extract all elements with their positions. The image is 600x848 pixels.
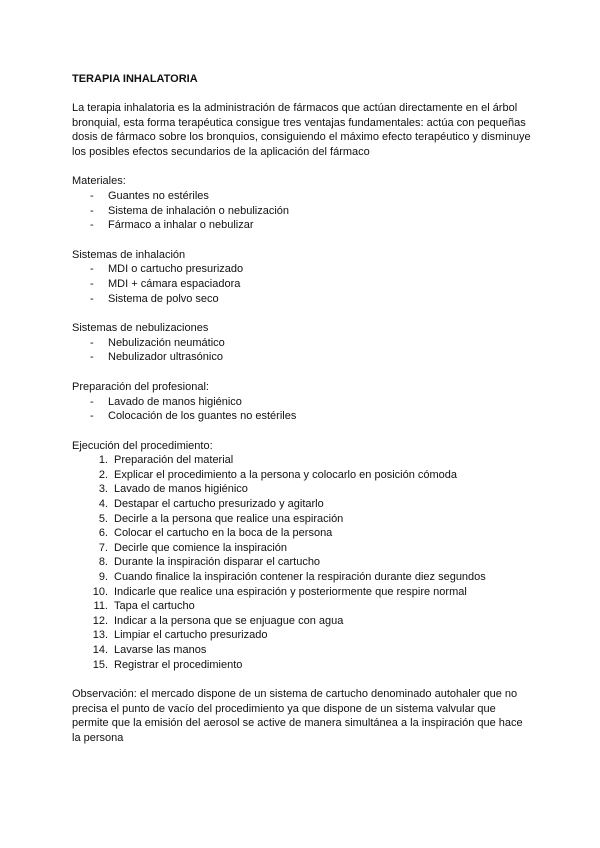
step-text: Durante la inspiración disparar el cartucho bbox=[114, 556, 321, 569]
list-item: - Colocación de los guantes no estériles bbox=[72, 409, 532, 424]
step-text: Decirle a la persona que realice una espiración bbox=[114, 512, 344, 525]
list-item: - MDI o cartucho presurizado bbox=[72, 262, 532, 277]
preparacion-list bbox=[72, 395, 532, 424]
step-number: 15. bbox=[92, 658, 108, 671]
step-item bbox=[72, 658, 532, 673]
step-number: 1. bbox=[98, 454, 108, 467]
preparacion-heading: Preparación del profesional: bbox=[72, 380, 209, 393]
step-item bbox=[72, 628, 532, 643]
list-item: - Nebulización neumático bbox=[72, 336, 532, 351]
step-text: Lavado de manos higiénico bbox=[114, 483, 248, 496]
step-number: 6. bbox=[98, 527, 108, 540]
step-item bbox=[72, 482, 532, 497]
step-text: Cuando finalice la inspiración contener la respiración durante diez segundos bbox=[114, 571, 486, 584]
step-number: 11. bbox=[93, 600, 108, 613]
list-item: - Lavado de manos higiénico bbox=[72, 395, 532, 410]
step-text: Colocar el cartucho en la boca de la persona bbox=[114, 527, 333, 540]
intro-paragraph: La terapia inhalatoria es la administración de fármacos que actúan directamente en el árbol bronquial, esta forma terapéutica consigue tres ventajas fundamentales: actúa con pequeñas dosis de fármaco sobre los bronquios, consiguiendo el máximo efecto terapéutico y disminuye los posibles efectos secundarios de la aplicación del fármaco bbox=[72, 102, 531, 158]
document-body bbox=[72, 72, 532, 746]
step-text: Explicar el procedimiento a la persona y colocarlo en posición cómoda bbox=[114, 468, 458, 481]
step-item bbox=[72, 614, 532, 629]
materiales-heading: Materiales: bbox=[72, 175, 126, 188]
step-text: Decirle que comience la inspiración bbox=[114, 541, 288, 554]
list-item: - MDI + cámara espaciadora bbox=[72, 277, 532, 292]
materiales-list bbox=[72, 189, 532, 233]
document-title: TERAPIA INHALATORIA bbox=[72, 73, 198, 85]
step-number: 9. bbox=[98, 571, 108, 584]
step-item bbox=[72, 526, 532, 541]
step-number: 7. bbox=[98, 541, 108, 554]
step-item bbox=[72, 599, 532, 614]
inhalacion-list bbox=[72, 262, 532, 306]
step-number: 10. bbox=[92, 585, 108, 598]
step-number: 2. bbox=[98, 468, 108, 481]
step-text: Tapa el cartucho bbox=[114, 600, 195, 613]
list-item: - Sistema de polvo seco bbox=[72, 292, 532, 307]
step-number: 13. bbox=[92, 629, 108, 642]
nebulizaciones-heading: Sistemas de nebulizaciones bbox=[72, 322, 209, 335]
step-number: 8. bbox=[98, 556, 108, 569]
step-item bbox=[72, 555, 532, 570]
list-item: - Nebulizador ultrasónico bbox=[72, 350, 532, 365]
step-text: Indicarle que realice una espiración y posteriormente que respire normal bbox=[114, 585, 467, 598]
step-text: Destapar el cartucho presurizado y agitarlo bbox=[114, 498, 324, 511]
step-item bbox=[72, 570, 532, 585]
step-number: 4. bbox=[98, 498, 108, 511]
step-number: 5. bbox=[98, 512, 108, 525]
step-item bbox=[72, 541, 532, 556]
nebulizaciones-list bbox=[72, 336, 532, 365]
list-item: - Sistema de inhalación o nebulización bbox=[72, 204, 532, 219]
step-text: Indicar a la persona que se enjuague con agua bbox=[114, 614, 344, 627]
ejecucion-heading: Ejecución del procedimiento: bbox=[72, 439, 213, 452]
step-item bbox=[72, 512, 532, 527]
step-item bbox=[72, 453, 532, 468]
list-item: - Fármaco a inhalar o nebulizar bbox=[72, 218, 532, 233]
inhalacion-heading: Sistemas de inhalación bbox=[72, 248, 186, 261]
step-item bbox=[72, 497, 532, 512]
step-text: Preparación del material bbox=[114, 454, 234, 467]
step-number: 3. bbox=[98, 483, 108, 496]
ejecucion-steps bbox=[72, 453, 532, 672]
list-item: - Guantes no estériles bbox=[72, 189, 532, 204]
observacion-paragraph: Observación: el mercado dispone de un sistema de cartucho denominado autohaler que no precisa el punto de vacío del procedimiento ya que dispone de un sistema valvular que permite que la emisión del aerosol se active de manera simultánea a la inspiración que hace la persona bbox=[72, 688, 523, 744]
step-number: 12. bbox=[92, 614, 108, 627]
step-text: Lavarse las manos bbox=[114, 644, 207, 656]
step-text: Registrar el procedimiento bbox=[114, 658, 243, 671]
step-number: 14. bbox=[92, 644, 108, 656]
step-item bbox=[72, 468, 532, 483]
step-item bbox=[72, 643, 532, 658]
step-item bbox=[72, 585, 532, 600]
step-text: Limpiar el cartucho presurizado bbox=[114, 629, 268, 642]
